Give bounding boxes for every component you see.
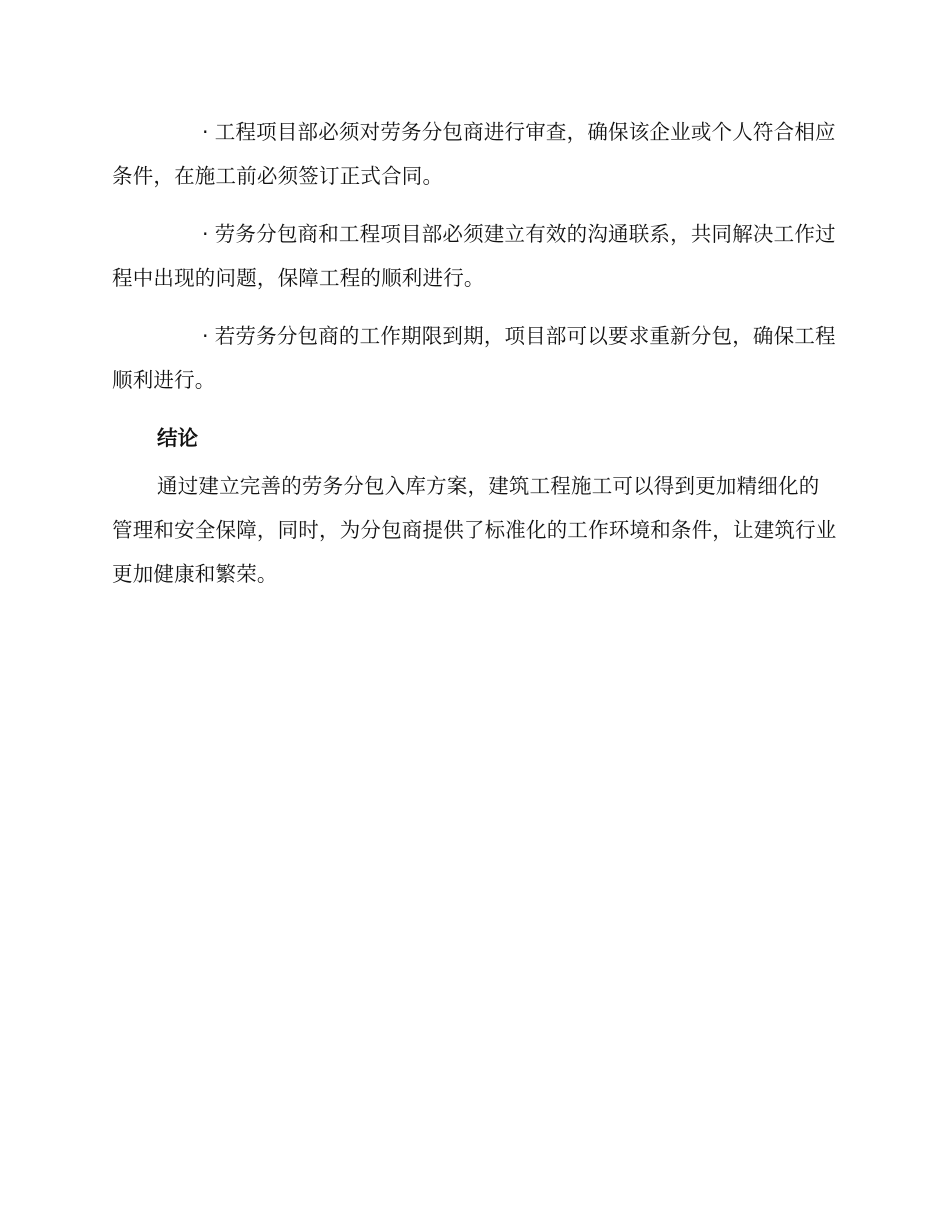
- bullet-text: 若劳务分包商的工作期限到期，项目部可以要求重新分包，确保工程顺利进行。: [112, 324, 836, 392]
- conclusion-heading: 结论: [157, 426, 198, 450]
- bullet-marker: ·: [202, 120, 209, 144]
- bullet-marker: ·: [202, 222, 209, 246]
- bullet-marker: ·: [202, 324, 209, 348]
- bullet-paragraph: [112, 110, 838, 198]
- bullet-paragraph: [112, 314, 838, 402]
- bullet-text: 工程项目部必须对劳务分包商进行审查，确保该企业或个人符合相应条件，在施工前必须签订正式合同。: [112, 120, 836, 188]
- bullet-paragraph: [112, 212, 838, 300]
- bullet-text: 劳务分包商和工程项目部必须建立有效的沟通联系，共同解决工作过程中出现的问题，保障工程的顺利进行。: [112, 222, 836, 290]
- conclusion-paragraph: 通过建立完善的劳务分包入库方案，建筑工程施工可以得到更加精细化的管理和安全保障，同时，为分包商提供了标准化的工作环境和条件，让建筑行业更加健康和繁荣。: [112, 474, 837, 586]
